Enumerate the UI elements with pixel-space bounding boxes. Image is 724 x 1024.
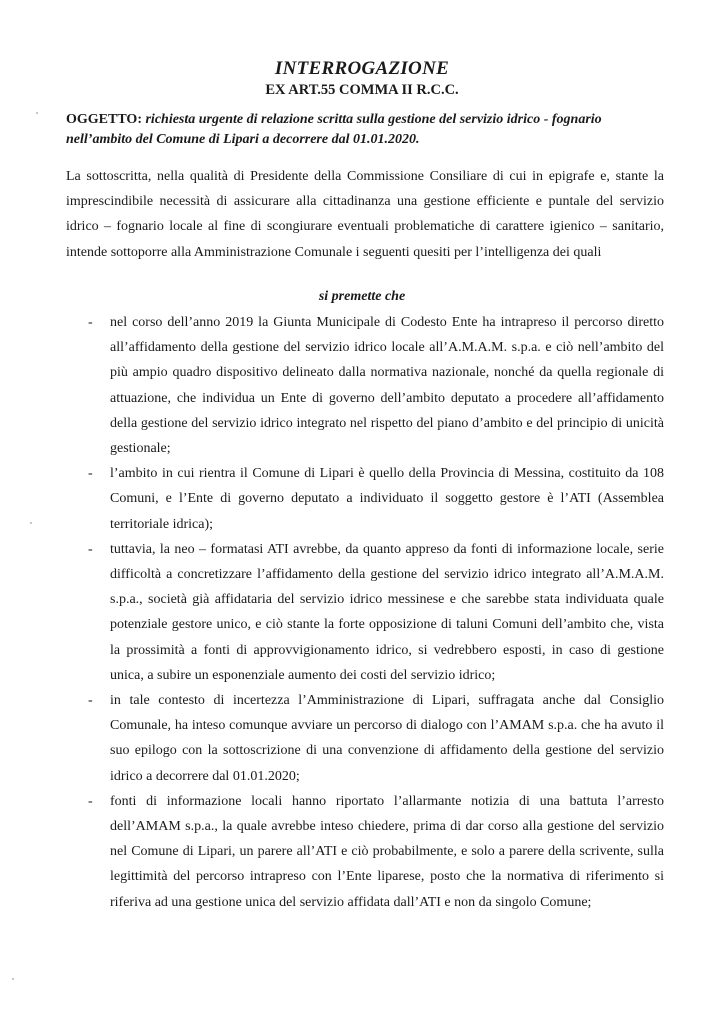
list-item-text: fonti di informazione locali hanno riportato l’allarmante notizia di una battuta l’arresto dell’AMAM s.p.a., la quale avrebbe inteso chiedere, prima di dar corso alla gestione del servizio nel Comune di Lipari, un parere all’ATI e ciò probabilmente, e solo a parere della scrivente, sulla legittimità del percorso intrapreso con l’Ente liparese, posto che la normativa di riferimento si riferiva ad una gestione unica del servizio affidata dall’ATI e non da singolo Comune;	[110, 793, 664, 910]
scan-speck	[36, 112, 38, 114]
list-item	[0, 310, 724, 461]
intro-paragraph: La sottoscritta, nella qualità di Presidente della Commissione Consiliare di cui in epigrafe e, stante la imprescindibile necessità di assicurare alla cittadinanza una gestione efficiente e puntale del servizio idrico – fognario locale al fine di scongiurare eventuali problematiche di carattere igienico – sanitario, intende sottoporre alla Amministrazione Comunale i seguenti quesiti per l’intelligenza dei quali	[66, 169, 664, 260]
premise-heading: si premette che	[318, 289, 406, 304]
list-item	[0, 789, 724, 915]
bullet-dash: -	[88, 466, 93, 482]
list-item	[0, 461, 724, 537]
bullet-dash: -	[88, 793, 93, 809]
bullet-dash: -	[88, 541, 93, 557]
premise-list	[0, 310, 724, 915]
list-item	[0, 688, 724, 789]
bullet-dash: -	[88, 315, 93, 330]
subject-label: OGGETTO:	[66, 112, 142, 127]
list-item-text: l’ambito in cui rientra il Comune di Lipari è quello della Provincia di Messina, costituito da 108 Comuni, e l’Ente di governo deputato a individuato il soggetto gestore è l’ATI (Assemblea territoriale idrica);	[110, 466, 664, 532]
list-item	[0, 537, 724, 688]
list-item-text: tuttavia, la neo – formatasi ATI avrebbe, da quanto appreso da fonti di informazione locale, serie difficoltà a concretizzare l’affidamento della gestione del servizio idrico integrato all’A.M.A.M. s.p.a., società già affidataria del servizio idrico messinese e che sarebbe stata individuata quale potenziale gestore unico, e ciò stante la forte opposizione di taluni Comuni dell’ambito che, vista la prossimità a fonti di approvvigionamento idrico, si vedrebbero esposti, in caso di gestione unica, a subire un esponenziale aumento dei costi del servizio idrico;	[110, 541, 664, 683]
scan-speck	[30, 522, 32, 524]
list-item-text: in tale contesto di incertezza l’Amministrazione di Lipari, suffragata anche dal Consiglio Comunale, ha inteso comunque avviare un percorso di dialogo con l’AMAM s.p.a. che ha avuto il suo epilogo con la sottoscrizione di una convenzione di affidamento della gestione del servizio idrico a decorrere dal 01.01.2020;	[110, 693, 664, 784]
list-item-text: nel corso dell’anno 2019 la Giunta Municipale di Codesto Ente ha intrapreso il percorso diretto all’affidamento della gestione del servizio idrico locale all’A.M.A.M. s.p.a. e ciò nell’ambito del più ampio quadro dispositivo delineato dalla normativa nazionale, nonché da quella regionale di attuazione, che individua un Ente di governo dell’ambito deputato a procedere all’affidamento della gestione del servizio idrico integrato nel rispetto del piano d’ambito e del principio di unicità gestionale;	[110, 315, 664, 457]
scan-speck	[12, 978, 14, 980]
subject-text: richiesta urgente di relazione scritta sulla gestione del servizio idrico - fognario nell’ambito del Comune di Lipari a decorrere dal 01.01.2020.	[66, 112, 602, 147]
document-subtitle: EX ART.55 COMMA II R.C.C.	[265, 82, 459, 98]
document-title: INTERROGAZIONE	[274, 58, 450, 79]
bullet-dash: -	[88, 693, 93, 709]
subject-paragraph	[66, 110, 666, 150]
